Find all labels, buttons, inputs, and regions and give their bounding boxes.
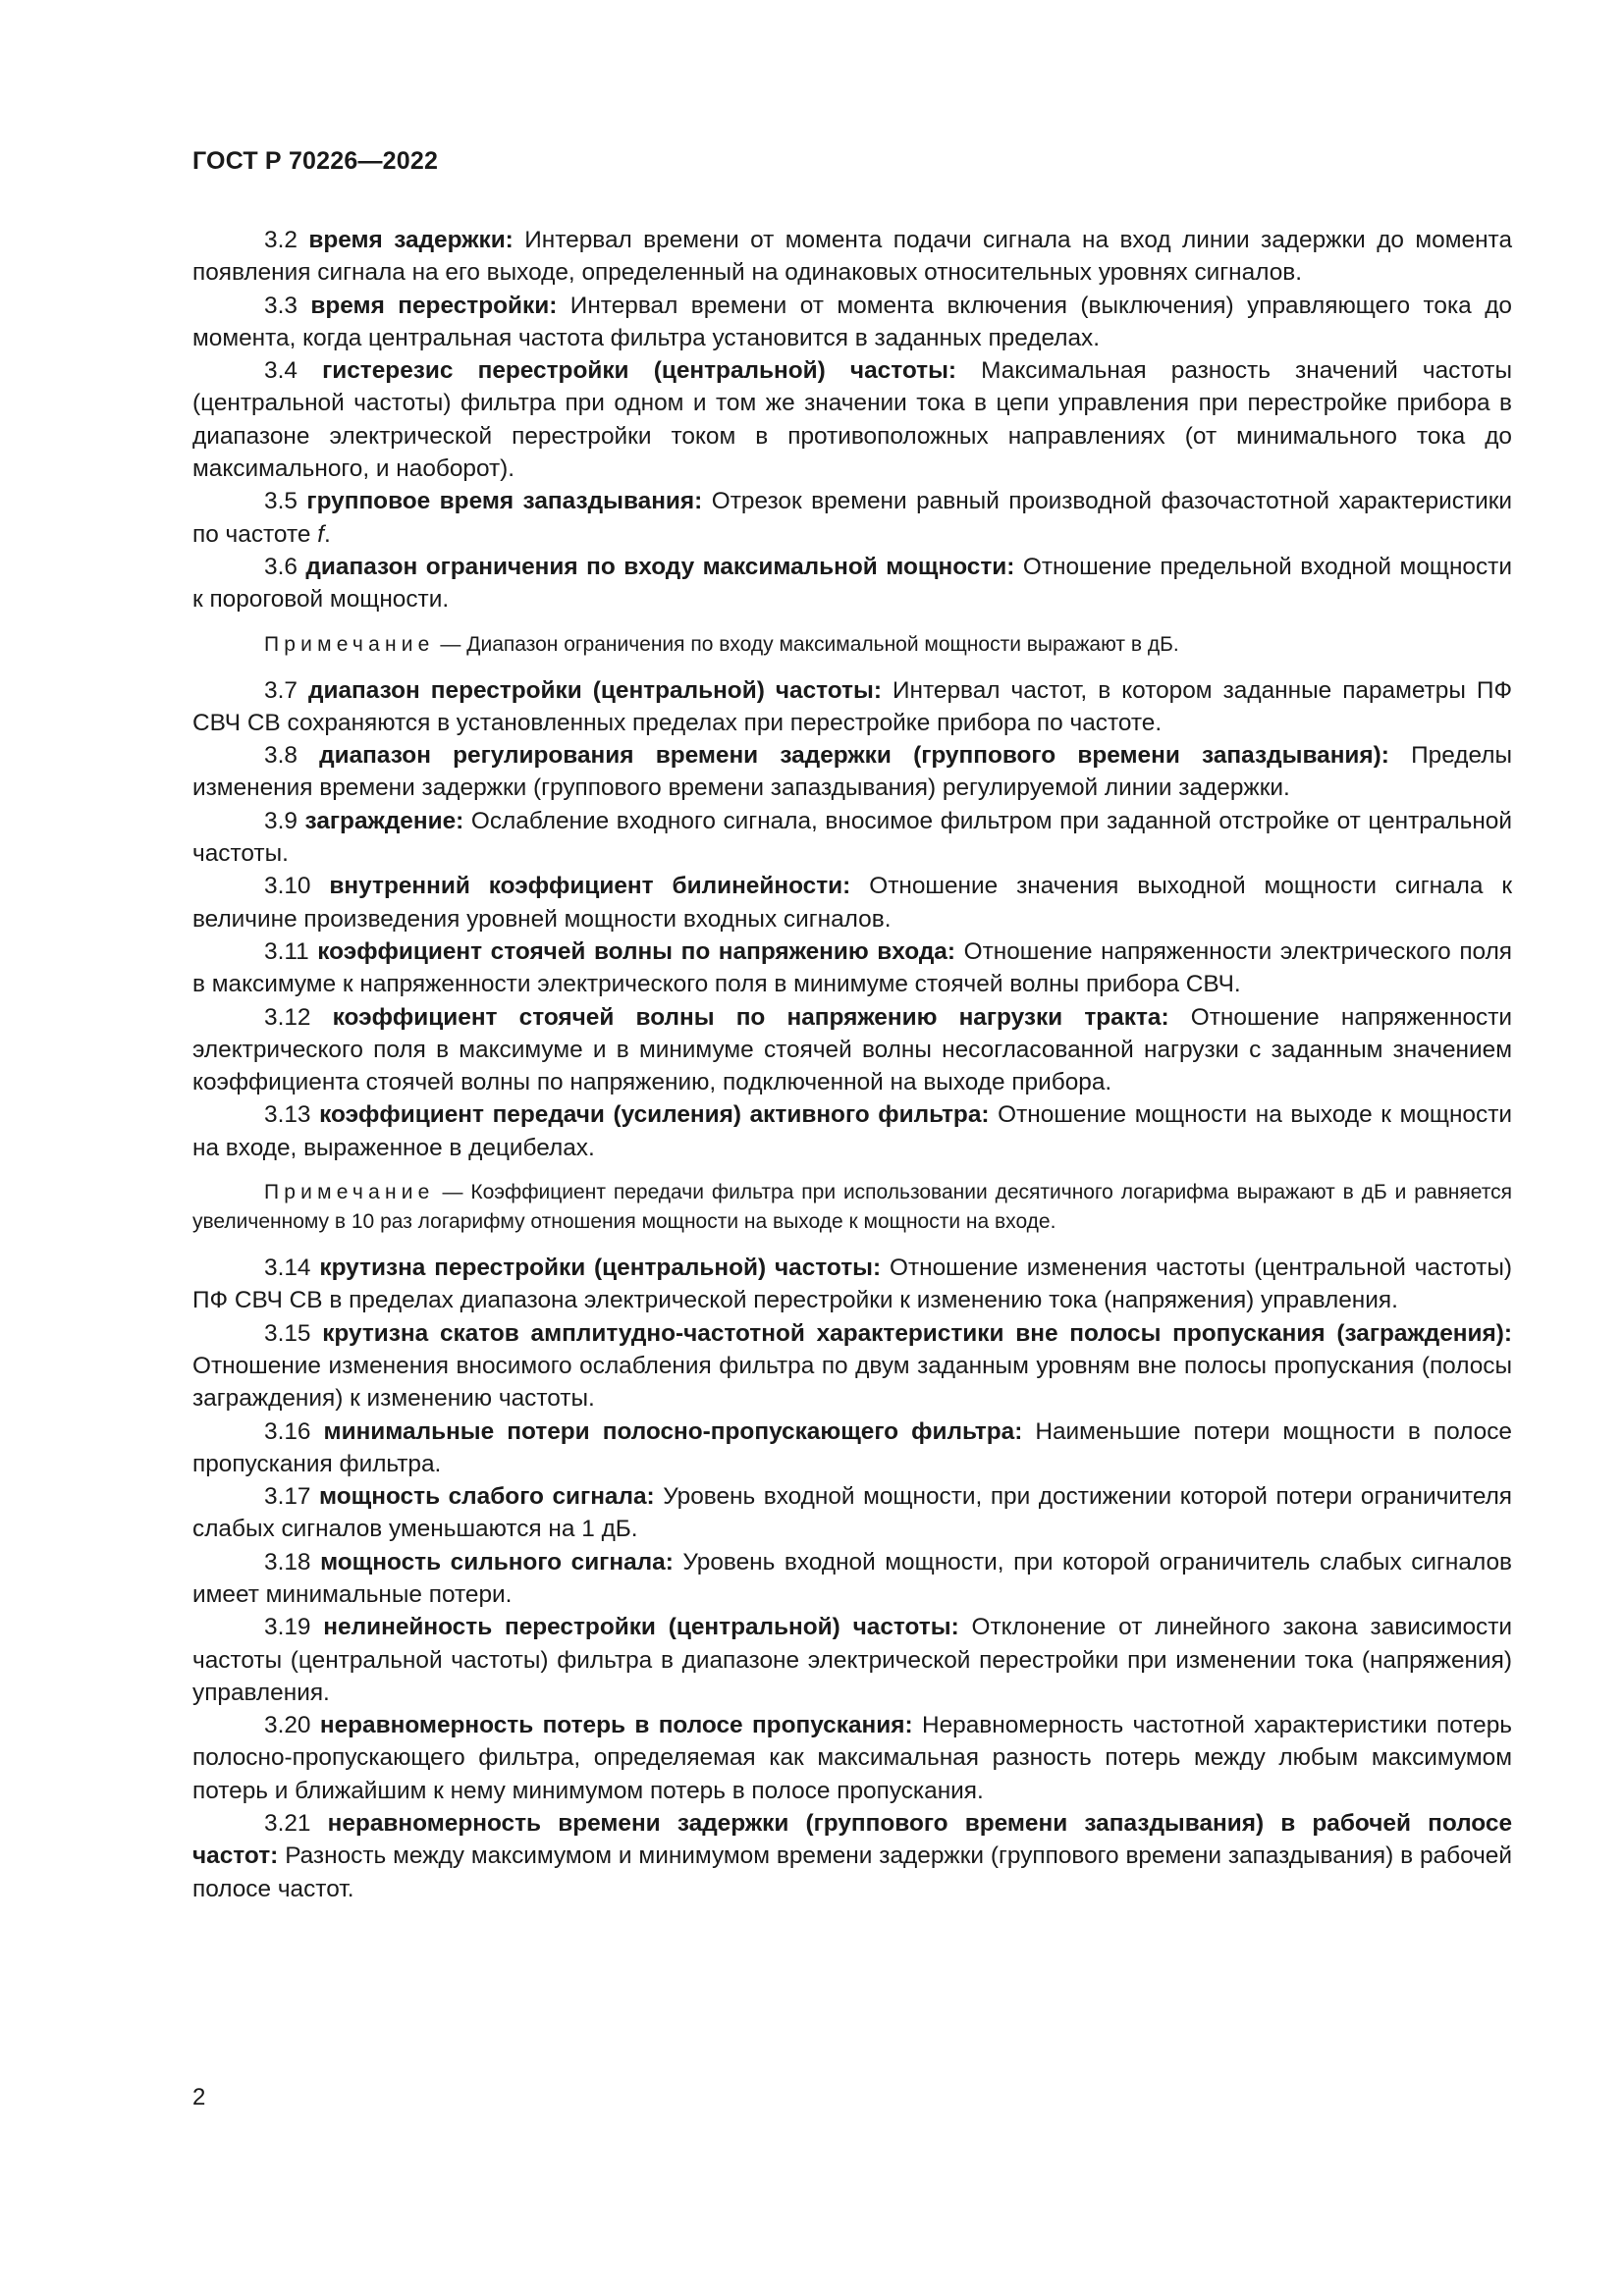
term-name: крутизна скатов амплитудно-частотной характеристики вне полосы пропускания (заграждения): xyxy=(322,1319,1513,1347)
term-number: 3.3 xyxy=(264,292,298,319)
term-definition: Интервал частот, в котором заданные параметры ПФ СВЧ СВ сохраняются в установленных пределах при перестройке прибора по частоте. xyxy=(192,676,1513,736)
term-definition: Отклонение от линейного закона зависимости частоты (центральной частоты) фильтра в диапазоне электрической перестройки при изменении тока (напряжения) управления. xyxy=(192,1614,1513,1706)
term-name: неравномерность времени задержки (группового времени запаздывания) в рабочей полосе частот: xyxy=(192,1810,1513,1870)
term-definition: Отношение изменения частоты (центральной частоты) ПФ СВЧ СВ в пределах диапазона электрической перестройки к изменению тока (напряжения) управления. xyxy=(192,1255,1512,1314)
term-entry xyxy=(192,739,1512,805)
term-definition-tail: . xyxy=(323,520,331,548)
term-name: коэффициент передачи (усиления) активного фильтра: xyxy=(319,1101,990,1129)
term-definition: Отношение напряженности электрического поля в максимуме и в минимуме стоячей волны несогласованной нагрузки с заданным значением коэффициента стоячей волны по напряжению, подключенной на выходе прибора. xyxy=(192,1003,1513,1096)
term-entry xyxy=(192,1415,1512,1481)
term-name: минимальные потери полосно-пропускающего фильтра: xyxy=(323,1417,1023,1445)
term-name: время задержки: xyxy=(308,227,514,253)
term-definition: Неравномерность частотной характеристики потерь полосно-пропускающего фильтра, определяемая как максимальная разность потерь между любым максимумом потерь и ближайшим к нему минимумом потерь в полосе пропускания. xyxy=(192,1712,1513,1804)
term-definition: Наименьшие потери мощности в полосе пропускания фильтра. xyxy=(192,1417,1512,1477)
term-definition: Разность между максимумом и минимумом времени задержки (группового времени запаздывания) в рабочей полосе частот. xyxy=(192,1842,1512,1902)
term-entry xyxy=(192,290,1512,355)
terms-group xyxy=(192,674,1512,1164)
term-number: 3.2 xyxy=(264,227,298,253)
term-definition: Отношение изменения вносимого ослабления фильтра по двум заданным уровням вне полосы пропускания (полосы заграждения) к изменению частоты. xyxy=(192,1352,1512,1413)
term-entry xyxy=(192,805,1512,871)
term-number: 3.12 xyxy=(264,1003,311,1031)
term-entry xyxy=(192,1807,1512,1905)
term-entry xyxy=(192,224,1512,290)
term-definition: Интервал времени от момента подачи сигнала на вход линии задержки до момента появления сигнала на его выходе, определенный на одинаковых относительных уровнях сигналов. xyxy=(192,227,1513,287)
term-number: 3.10 xyxy=(264,873,311,900)
term-name: гистерезис перестройки (центральной) частоты: xyxy=(322,357,957,385)
term-entry xyxy=(192,1480,1512,1546)
term-name: мощность слабого сигнала: xyxy=(319,1483,655,1511)
page-number: 2 xyxy=(192,2084,206,2110)
term-entry xyxy=(192,1611,1512,1709)
term-entry xyxy=(192,551,1512,616)
term-name: внутренний коэффициент билинейности: xyxy=(329,873,851,900)
term-definition: Ослабление входного сигнала, вносимое фильтром при заданной отстройке от центральной частоты. xyxy=(192,807,1512,868)
term-entry xyxy=(192,1098,1512,1164)
term-number: 3.18 xyxy=(264,1548,311,1575)
term-entry xyxy=(192,674,1512,740)
term-entry xyxy=(192,1546,1512,1612)
term-name: крутизна перестройки (центральной) частоты: xyxy=(319,1255,882,1282)
term-variable: f xyxy=(317,520,324,548)
term-number: 3.9 xyxy=(264,807,298,834)
note xyxy=(192,630,1512,660)
terms-group xyxy=(192,224,1512,616)
term-number: 3.19 xyxy=(264,1614,311,1641)
term-entry xyxy=(192,354,1512,485)
term-name: коэффициент стоячей волны по напряжению нагрузки тракта: xyxy=(332,1003,1169,1031)
term-entry xyxy=(192,485,1512,551)
term-definition: Отношение предельной входной мощности к пороговой мощности. xyxy=(192,553,1512,614)
term-name: коэффициент стоячей волны по напряжению входа: xyxy=(317,937,955,965)
term-entry xyxy=(192,1709,1512,1807)
note-text: — Коэффициент передачи фильтра при использовании десятичного логарифма выражают в дБ и равняется увеличенному в 10 раз логарифму отношения мощности на выходе к мощности на входе. xyxy=(192,1181,1512,1234)
term-number: 3.16 xyxy=(264,1417,311,1445)
term-name: мощность сильного сигнала: xyxy=(320,1548,674,1575)
term-definition: Отношение значения выходной мощности сигнала к величине произведения уровней мощности входных сигналов. xyxy=(192,873,1513,933)
note xyxy=(192,1178,1512,1237)
term-entry xyxy=(192,870,1512,935)
term-definition: Уровень входной мощности, при которой ограничитель слабых сигналов имеет минимальные потери. xyxy=(192,1548,1512,1608)
term-name: неравномерность потерь в полосе пропускания: xyxy=(319,1712,913,1739)
note-label: Примечание xyxy=(264,1181,435,1204)
term-number: 3.15 xyxy=(264,1319,311,1347)
term-entry xyxy=(192,935,1512,1001)
term-number: 3.17 xyxy=(264,1483,311,1511)
term-name: диапазон ограничения по входу максимальной мощности: xyxy=(305,553,1015,580)
document-header: ГОСТ Р 70226—2022 xyxy=(192,147,439,175)
term-definition: Отношение мощности на выходе к мощности на входе, выраженное в децибелах. xyxy=(192,1101,1512,1161)
term-number: 3.11 xyxy=(264,937,309,965)
terms-group xyxy=(192,1252,1512,1905)
term-definition: Отношение напряженности электрического поля в максимуме к напряженности электрического поля в минимуме стоячей волны прибора СВЧ. xyxy=(192,937,1513,998)
term-name: диапазон регулирования времени задержки (группового времени запаздывания): xyxy=(319,742,1389,770)
term-definition: Интервал времени от момента включения (выключения) управляющего тока до момента, когда центральная частота фильтра установится в заданных пределах. xyxy=(192,292,1512,351)
note-label: Примечание xyxy=(264,632,435,656)
term-name: диапазон перестройки (центральной) частоты: xyxy=(307,676,882,704)
term-number: 3.14 xyxy=(264,1255,311,1282)
term-number: 3.21 xyxy=(264,1810,311,1838)
term-definition: Пределы изменения времени задержки (группового времени запаздывания) регулируемой линии задержки. xyxy=(192,742,1512,802)
term-entry xyxy=(192,1001,1512,1099)
term-number: 3.6 xyxy=(264,553,298,580)
term-number: 3.4 xyxy=(264,357,298,385)
term-entry xyxy=(192,1317,1512,1415)
term-name: нелинейность перестройки (центральной) частоты: xyxy=(323,1614,959,1641)
term-definition: Максимальная разность значений частоты (центральной частоты) фильтра при одном и том же значении тока в цепи управления при перестройке прибора в диапазоне электрической перестройки током в противоположных направлениях (от минимального тока до максимального, и наоборот). xyxy=(192,357,1512,483)
term-definition: Уровень входной мощности, при достижении которой потери ограничителя слабых сигналов уменьшаются на 1 дБ. xyxy=(192,1483,1513,1543)
term-name: групповое время запаздывания: xyxy=(306,488,703,515)
note-text: — Диапазон ограничения по входу максимальной мощности выражают в дБ. xyxy=(440,632,1179,656)
terms-section xyxy=(192,224,1512,1905)
term-definition: Отрезок времени равный производной фазочастотной характеристики по частоте xyxy=(192,488,1513,548)
term-name: время перестройки: xyxy=(310,292,558,319)
term-number: 3.5 xyxy=(264,488,298,515)
term-entry xyxy=(192,1252,1512,1317)
term-name: заграждение: xyxy=(304,807,464,834)
term-number: 3.8 xyxy=(264,742,298,770)
term-number: 3.13 xyxy=(264,1101,311,1129)
term-number: 3.20 xyxy=(264,1712,311,1739)
term-number: 3.7 xyxy=(264,676,298,704)
